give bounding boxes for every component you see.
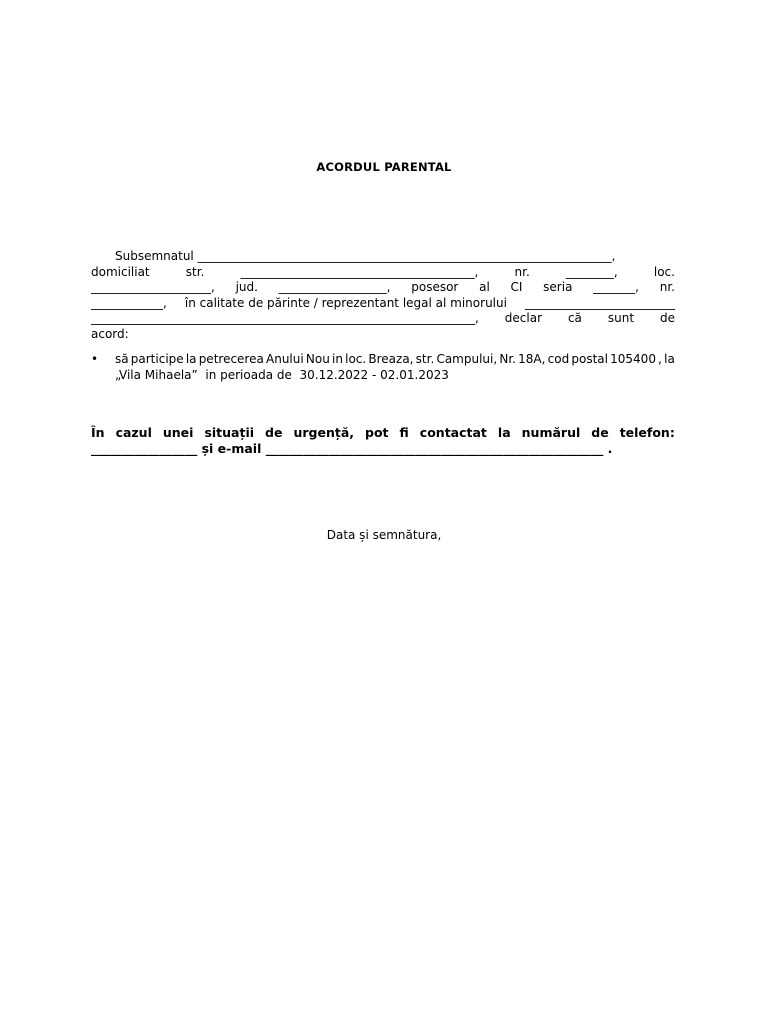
word: la — [664, 352, 675, 366]
word: loc. — [345, 352, 367, 366]
word: str. — [415, 352, 435, 366]
word: , — [658, 352, 662, 366]
emergency-line-1 — [91, 425, 675, 441]
paragraph-line-4 — [91, 296, 675, 312]
word: declar — [504, 311, 542, 326]
date-signature-label: Data și semnătura, — [326, 528, 442, 542]
word: Campului, — [436, 352, 498, 366]
word: ________, — [565, 264, 618, 279]
emergency-line-2: _________________ și e-mail ______________________________________________________ . — [91, 440, 613, 456]
word: participe — [130, 352, 184, 366]
word: situații — [204, 425, 255, 440]
word: să — [115, 352, 129, 366]
bullet-text — [115, 352, 675, 383]
word: de — [659, 311, 675, 326]
word: al — [479, 280, 490, 295]
word: ____________________, — [91, 280, 215, 295]
word: _________________________ — [525, 295, 675, 310]
document-title: ACORDUL PARENTAL — [316, 160, 452, 174]
declaration-paragraph — [91, 249, 675, 343]
word: loc. — [653, 264, 675, 279]
paragraph-line-3 — [91, 280, 675, 296]
word: nr. — [659, 280, 675, 295]
word: de — [265, 425, 283, 440]
word: _______, — [593, 280, 639, 295]
word: posesor — [411, 280, 459, 295]
paragraph-line-5 — [91, 311, 675, 327]
word: Breaza, — [368, 352, 414, 366]
word: CI — [510, 280, 523, 295]
word: postal — [571, 352, 608, 366]
bullet-line-1 — [115, 352, 675, 368]
bullet-line-2: „Vila Mihaela” in perioada de 30.12.2022 - 02.01.2023 — [115, 367, 449, 382]
agreement-bullet — [91, 352, 675, 383]
word: cod — [547, 352, 570, 366]
word: seria — [543, 280, 573, 295]
word: În — [91, 425, 105, 440]
paragraph-line-6: acord: — [91, 326, 129, 341]
word: Nou — [305, 352, 330, 366]
word: 18A, — [518, 352, 546, 366]
word: urgență, — [293, 425, 355, 440]
word: la — [185, 352, 197, 366]
word: că — [567, 311, 582, 326]
word: ____________, — [91, 295, 167, 310]
bullet-icon: • — [91, 352, 99, 366]
word: petrecerea — [198, 352, 264, 366]
subsemnatul-word: Subsemnatul — [115, 249, 194, 263]
word: str. — [185, 264, 205, 279]
paragraph-line-1 — [91, 249, 675, 265]
word: la — [497, 425, 511, 440]
word: de — [591, 425, 609, 440]
word: telefon: — [619, 425, 675, 440]
word: jud. — [235, 280, 258, 295]
word: _______________________________________, — [240, 264, 479, 279]
word: in — [332, 352, 343, 366]
word: Nr. — [499, 352, 516, 366]
word: în calitate de părinte / reprezentant legal al minorului — [184, 295, 507, 310]
word: domiciliat — [91, 264, 150, 279]
word: nr. — [514, 264, 530, 279]
word: Anului — [266, 352, 304, 366]
word: numărul — [521, 425, 581, 440]
word: unei — [162, 425, 194, 440]
word: fi — [399, 425, 409, 440]
word: 105400 — [610, 352, 656, 366]
word: __________________, — [278, 280, 391, 295]
emergency-contact-paragraph — [91, 425, 675, 456]
word: cazul — [115, 425, 152, 440]
word: pot — [365, 425, 389, 440]
word: contactat — [419, 425, 487, 440]
name-blank: _____________________________________________________________________, — [197, 249, 616, 263]
paragraph-line-2 — [91, 265, 675, 281]
word: ________________________________________________________________, — [91, 311, 479, 326]
word: sunt — [607, 311, 635, 326]
